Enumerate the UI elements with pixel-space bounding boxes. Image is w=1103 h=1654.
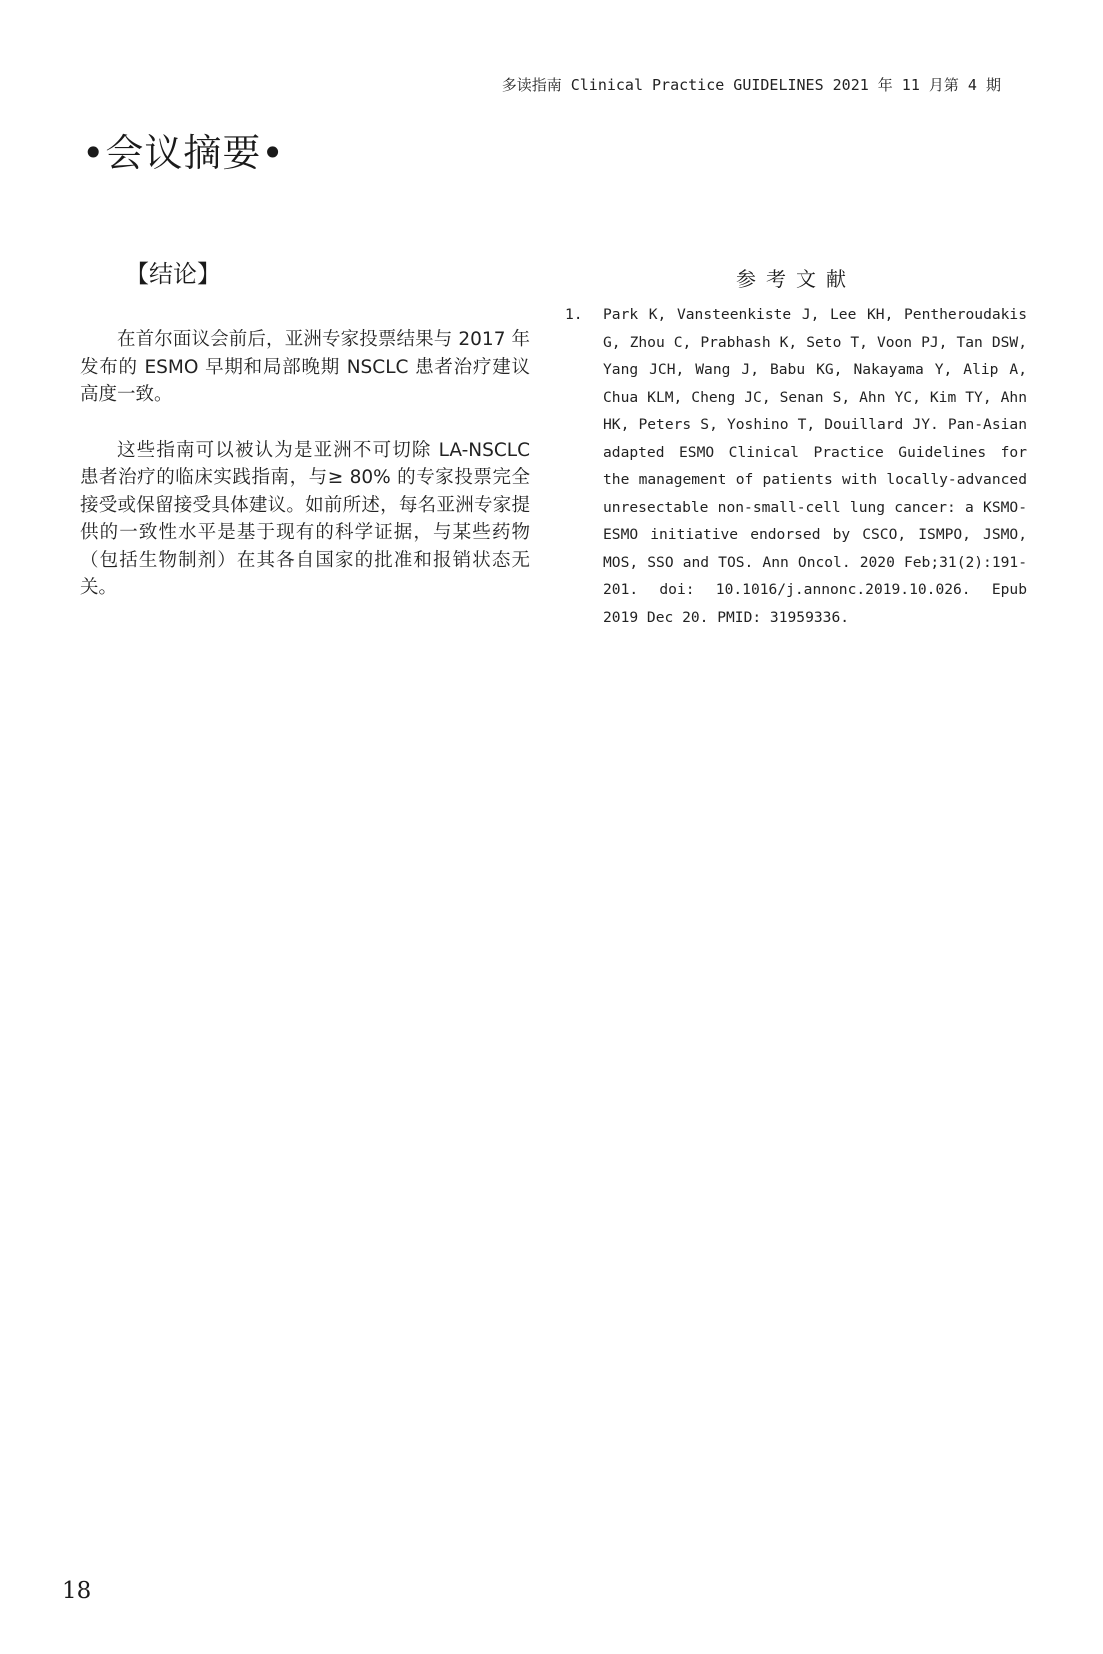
conclusion-paragraph-1: 在首尔面议会前后，亚洲专家投票结果与 2017 年发布的 ESMO 早期和局部晚期 NSCLC 患者治疗建议高度一致。 <box>80 329 530 405</box>
reference-number: 1. <box>565 306 583 323</box>
references-column <box>565 265 1027 631</box>
references-heading: 参考文献 <box>736 267 856 291</box>
running-header: 多读指南 Clinical Practice GUIDELINES 2021 年 11 月第 4 期 <box>501 76 1001 94</box>
page-number: 18 <box>62 1578 92 1604</box>
section-title: •会议摘要• <box>82 131 285 175</box>
reference-text: Park K, Vansteenkiste J, Lee KH, Pentheroudakis G, Zhou C, Prabhash K, Seto T, Voon PJ, Tan DSW, Yang JCH, Wang J, Babu KG, Nakayama Y, Alip A, Chua KLM, Cheng JC, Senan S, Ahn YC, Kim TY, Ahn HK, Peters S, Yoshino T, Douillard JY. Pan-Asian adapted ESMO Clinical Practice Guidelines for the management of patients with locally-advanced unresectable non-small-cell lung cancer: a KSMO-ESMO initiative endorsed by CSCO, ISMPO, JSMO, MOS, SSO and TOS. Ann Oncol. 2020 Feb;31(2):191-201. doi: 10.1016/j.annonc.2019.10.026. Epub 2019 Dec 20. PMID: 31959336. <box>603 306 1027 626</box>
conclusion-column <box>80 258 530 602</box>
conclusion-paragraph-2: 这些指南可以被认为是亚洲不可切除 LA-NSCLC 患者治疗的临床实践指南，与≥ 80% 的专家投票完全接受或保留接受具体建议。如前所述，每名亚洲专家提供的一致性水平是基于现有的科学证据，与某些药物（包括生物制剂）在其各自国家的批准和报销状态无关。 <box>80 439 530 598</box>
reference-item <box>565 301 1027 631</box>
conclusion-heading: 【结论】 <box>125 260 221 288</box>
